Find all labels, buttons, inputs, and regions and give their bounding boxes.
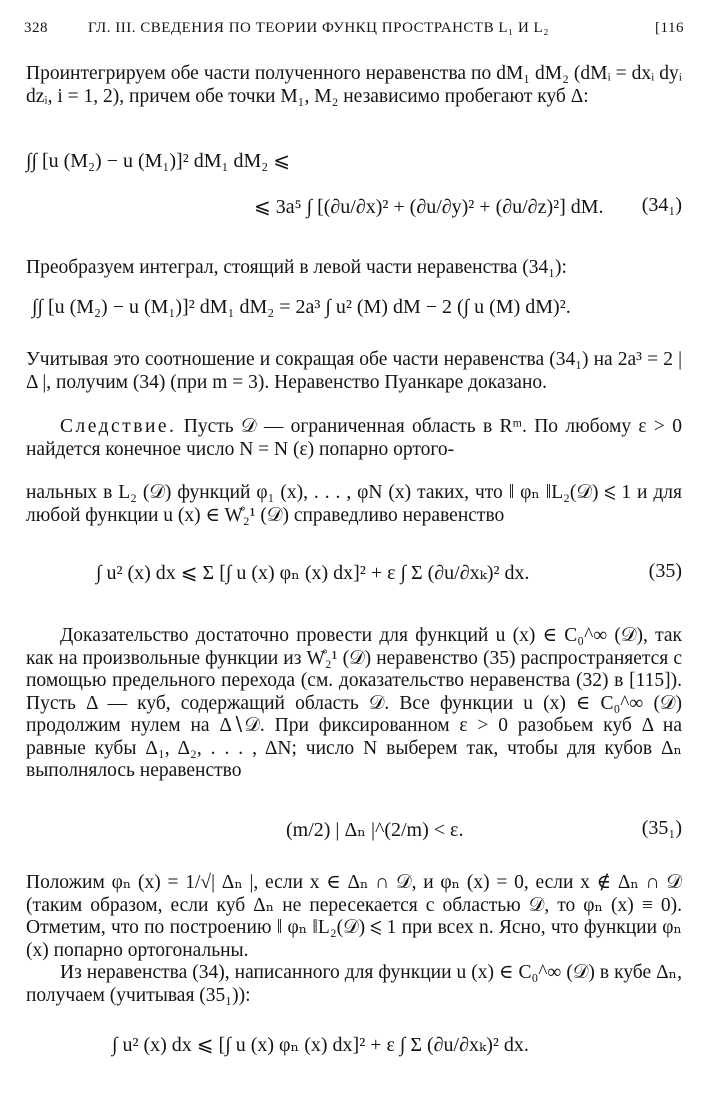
paragraph-orthogonal: нальных в L₂ (𝒟) функций φ₁ (x), . . . , φN (x) таких, что ‖ φₙ ‖L₂(𝒟) ⩽ 1 и для любой функции u (x) ∈ W̊₂¹ (𝒟) справедливо неравенство [26,482,682,526]
equation-tag-35: (35) [648,560,682,582]
corollary-text: Пусть 𝒟 — ограниченная область в Rᵐ. По любому ε > 0 найдется конечное число N = N (ε) попарно ортого- [26,416,682,460]
paragraph-phi-definition: Положим φₙ (x) = 1/√| Δₙ |, если x ∈ Δₙ ∩ 𝒟, и φₙ (x) = 0, если x ∉ Δₙ ∩ 𝒟 (таким образом, если куб Δₙ не пересекается с областью 𝒟, то φₙ (x) ≡ 0). Отметим, что по построению ‖ φₙ ‖L₂(𝒟) ⩽ 1 при всех n. Ясно, что функции φₙ (x) попарно ортогональны. [26,872,682,961]
paragraph-from-34: Из неравенства (34), написанного для функции u (x) ∈ C₀^∞ (𝒟) в кубе Δₙ, получаем (учитывая (35₁)): [26,962,682,1006]
page-number: 328 [24,20,48,36]
corollary-label: Следствие. [60,416,177,437]
equation-final: ∫ u² (x) dx ⩽ [∫ u (x) φₙ (x) dx]² + ε ∫ Σ (∂u/∂xₖ)² dx. [112,1034,529,1056]
paragraph-proof: Доказательство достаточно провести для функций u (x) ∈ C₀^∞ (𝒟), так как на произвольные функции из W̊₂¹ (𝒟) неравенство (35) распространяется с помощью предельного перехода (см. доказательство неравенства (32) в [115]). Пусть Δ — куб, содержащий область 𝒟. Все функции u (x) ∈ C₀^∞ (𝒟) продолжим нулем на Δ∖𝒟. При фиксированном ε > 0 разобьем куб Δ на равные кубы Δ₁, Δ₂, . . . , ΔN; число N выберем так, чтобы для кубов Δₙ выполнялось неравенство [26,625,682,781]
equation-34-1-line1: ∫∫ [u (M₂) − u (M₁)]² dM₁ dM₂ ⩽ [26,150,290,172]
paragraph-integrate: Проинтегрируем обе части полученного неравенства по dM₁ dM₂ (dMᵢ = dxᵢ dyᵢ dzᵢ, i = 1, 2), причем обе точки M₁, M₂ независимо пробегают куб Δ: [26,63,682,107]
paragraph-transform: Преобразуем интеграл, стоящий в левой части неравенства (34₁): [26,257,567,278]
section-number: [116 [655,20,684,36]
paragraph-poincare-proved: Учитывая это соотношение и сокращая обе части неравенства (34₁) на 2a³ = 2 | Δ |, получим (34) (при m = 3). Неравенство Пуанкаре доказано. [26,349,682,393]
equation-35-1: (m/2) | Δₙ |^(2/m) < ε. [286,819,464,841]
equation-identity: ∫∫ [u (M₂) − u (M₁)]² dM₁ dM₂ = 2a³ ∫ u² (M) dM − 2 (∫ u (M) dM)². [32,296,571,318]
equation-35: ∫ u² (x) dx ⩽ Σ [∫ u (x) φₙ (x) dx]² + ε ∫ Σ (∂u/∂xₖ)² dx. [96,562,530,584]
equation-34-1-line2: ⩽ 3a⁵ ∫ [(∂u/∂x)² + (∂u/∂y)² + (∂u/∂z)²] dM. [254,196,604,218]
running-header [24,20,684,42]
equation-tag-35-1: (35₁) [641,817,682,839]
running-title: ГЛ. III. СВЕДЕНИЯ ПО ТЕОРИИ ФУНКЦ ПРОСТРАНСТВ L₁ И L₂ [88,20,549,36]
paragraph-corollary [26,416,682,461]
equation-tag-34-1: (34₁) [641,194,682,216]
